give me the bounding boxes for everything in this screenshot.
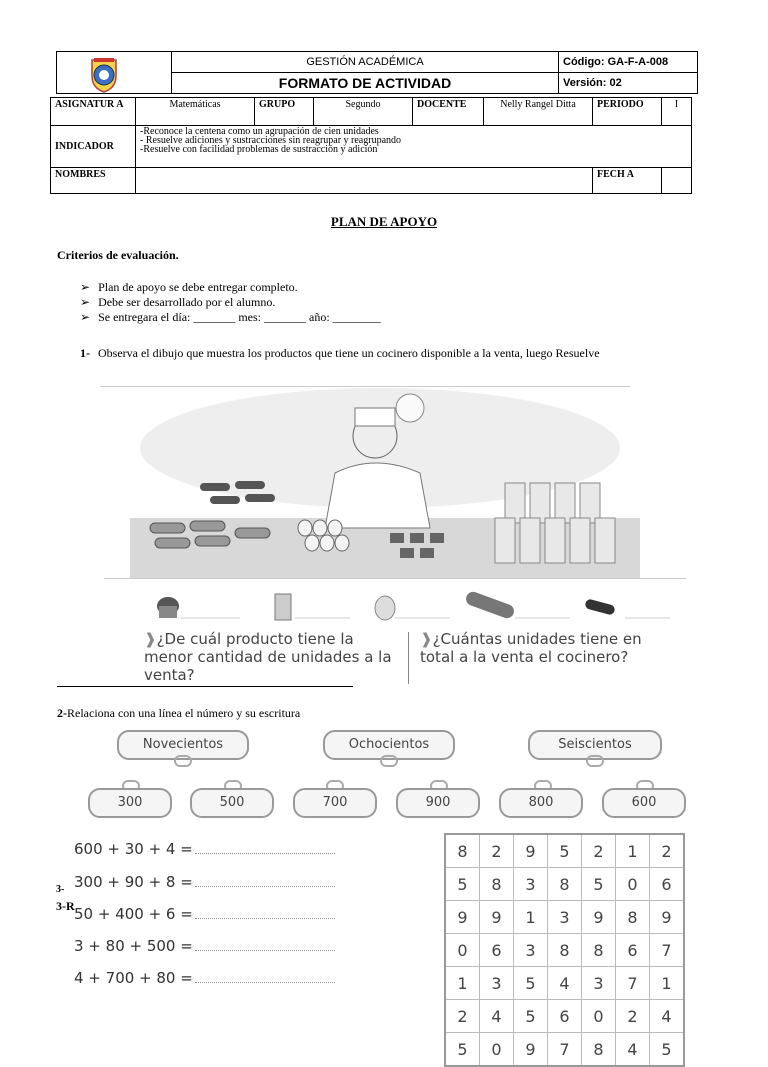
grid-cell[interactable]: 8 xyxy=(582,1033,616,1067)
number-card[interactable]: 500 xyxy=(190,788,274,818)
answer-line[interactable] xyxy=(57,686,353,687)
divider xyxy=(408,632,409,684)
grid-cell[interactable]: 6 xyxy=(616,934,650,967)
grid-cell[interactable]: 0 xyxy=(480,1033,514,1067)
question-a: ❱¿De cuál producto tiene la menor cantidad de unidades a la venta? xyxy=(144,630,392,684)
sum-row: 3 + 80 + 500 = xyxy=(74,937,335,955)
divider xyxy=(104,578,686,579)
word-card[interactable]: Novecientos xyxy=(117,730,249,760)
grid-cell[interactable]: 7 xyxy=(616,967,650,1000)
number-card[interactable]: 700 xyxy=(293,788,377,818)
grid-cell[interactable]: 7 xyxy=(548,1033,582,1067)
divider xyxy=(100,386,630,387)
list-item: ➢ Plan de apoyo se debe entregar completo. xyxy=(80,280,381,295)
grupo-label: GRUPO xyxy=(255,98,314,126)
grid-cell[interactable]: 9 xyxy=(582,901,616,934)
grid-cell[interactable]: 6 xyxy=(480,934,514,967)
question-2: 2-Relaciona con una línea el número y su escritura xyxy=(57,706,301,720)
products-row xyxy=(150,588,670,624)
grid-cell[interactable]: 3 xyxy=(514,868,548,901)
periodo-value: I xyxy=(662,98,692,126)
grid-cell[interactable]: 8 xyxy=(480,868,514,901)
grid-cell[interactable]: 8 xyxy=(548,934,582,967)
sum-row: 300 + 90 + 8 = xyxy=(74,873,335,891)
indicador-label: INDICADOR xyxy=(51,126,136,168)
grid-cell[interactable]: 3 xyxy=(582,967,616,1000)
grid-cell[interactable]: 8 xyxy=(582,934,616,967)
grid-cell[interactable]: 1 xyxy=(514,901,548,934)
grid-cell[interactable]: 0 xyxy=(445,934,480,967)
number-card[interactable]: 900 xyxy=(396,788,480,818)
grid-cell[interactable]: 1 xyxy=(616,834,650,868)
gestion-label: GESTIÓN ACADÉMICA xyxy=(172,52,559,73)
number-card[interactable]: 600 xyxy=(602,788,686,818)
grid-cell[interactable]: 8 xyxy=(445,834,480,868)
number-card[interactable]: 300 xyxy=(88,788,172,818)
criterios-title: Criterios de evaluación. xyxy=(57,248,179,262)
codigo-label: Código: GA-F-A-008 xyxy=(559,52,698,73)
cook-illustration xyxy=(130,388,640,578)
indicador-text: -Reconoce la centena como un agrupación de cien unidades - Resuelve adiciones y sustracciones sin reagrupar y reagrupando -Resuelve con facilidad problemas de sustracción y adición xyxy=(136,126,692,168)
grid-cell[interactable]: 2 xyxy=(582,834,616,868)
question-b: ❱¿Cuántas unidades tiene en total a la venta el cocinero? xyxy=(420,630,642,666)
grid-cell[interactable]: 9 xyxy=(650,901,685,934)
grid-cell[interactable]: 4 xyxy=(480,1000,514,1033)
info-table xyxy=(50,97,692,194)
question-3-label: 3- xyxy=(56,884,65,895)
grid-cell[interactable]: 2 xyxy=(480,834,514,868)
criterios-list xyxy=(80,280,381,325)
nombres-field[interactable] xyxy=(136,168,593,194)
grid-cell[interactable]: 3 xyxy=(480,967,514,1000)
grid-cell[interactable]: 0 xyxy=(582,1000,616,1033)
number-card[interactable]: 800 xyxy=(499,788,583,818)
list-item: ➢ Debe ser desarrollado por el alumno. xyxy=(80,295,381,310)
grid-cell[interactable]: 5 xyxy=(548,834,582,868)
sum-row: 50 + 400 + 6 = xyxy=(74,905,335,923)
list-item: ➢ Se entregara el día: _______ mes: _______ año: ________ xyxy=(80,310,381,325)
grid-cell[interactable]: 5 xyxy=(445,1033,480,1067)
grid-cell[interactable]: 3 xyxy=(514,934,548,967)
grid-cell[interactable]: 5 xyxy=(514,1000,548,1033)
sum-row: 600 + 30 + 4 = xyxy=(74,840,335,858)
grid-cell[interactable]: 5 xyxy=(582,868,616,901)
grid-cell[interactable]: 5 xyxy=(445,868,480,901)
grid-cell[interactable]: 2 xyxy=(616,1000,650,1033)
grid-cell[interactable]: 2 xyxy=(445,1000,480,1033)
grid-cell[interactable]: 8 xyxy=(548,868,582,901)
grid-cell[interactable]: 4 xyxy=(548,967,582,1000)
hook-icon xyxy=(380,755,398,767)
grid-cell[interactable]: 6 xyxy=(548,1000,582,1033)
grid-cell[interactable]: 0 xyxy=(616,868,650,901)
grid-cell[interactable]: 3 xyxy=(548,901,582,934)
grid-cell[interactable]: 7 xyxy=(650,934,685,967)
word-card[interactable]: Ochocientos xyxy=(323,730,455,760)
header-table xyxy=(56,51,698,94)
asignatura-value: Matemáticas xyxy=(136,98,255,126)
docente-value: Nelly Rangel Ditta xyxy=(484,98,593,126)
fecha-label: FECH A xyxy=(593,168,662,194)
grid-cell[interactable]: 9 xyxy=(514,834,548,868)
grid-cell[interactable]: 9 xyxy=(445,901,480,934)
grid-cell[interactable]: 9 xyxy=(480,901,514,934)
asignatura-label: ASIGNATUR A xyxy=(51,98,136,126)
fecha-field[interactable] xyxy=(662,168,692,194)
grid-cell[interactable]: 1 xyxy=(445,967,480,1000)
number-grid xyxy=(444,833,685,1067)
grid-cell[interactable]: 4 xyxy=(650,1000,685,1033)
hook-icon xyxy=(586,755,604,767)
page-title: PLAN DE APOYO xyxy=(330,214,438,229)
grid-cell[interactable]: 5 xyxy=(514,967,548,1000)
grid-cell[interactable]: 2 xyxy=(650,834,685,868)
sum-row: 4 + 700 + 80 = xyxy=(74,969,335,987)
grid-cell[interactable]: 9 xyxy=(514,1033,548,1067)
version-label: Versión: 02 xyxy=(559,73,698,94)
periodo-label: PERIODO xyxy=(593,98,662,126)
grid-cell[interactable]: 4 xyxy=(616,1033,650,1067)
grupo-value: Segundo xyxy=(314,98,413,126)
grid-cell[interactable]: 5 xyxy=(650,1033,685,1067)
question-3-label-b: 3-R xyxy=(56,899,75,913)
grid-cell[interactable]: 6 xyxy=(650,868,685,901)
grid-cell[interactable]: 1 xyxy=(650,967,685,1000)
hook-icon xyxy=(174,755,192,767)
formato-label: FORMATO DE ACTIVIDAD xyxy=(172,73,559,94)
docente-label: DOCENTE xyxy=(413,98,484,126)
word-card[interactable]: Seiscientos xyxy=(528,730,662,760)
nombres-label: NOMBRES xyxy=(51,168,136,194)
grid-cell[interactable]: 8 xyxy=(616,901,650,934)
question-1: 1- Observa el dibujo que muestra los productos que tiene un cocinero disponible a la venta, luego Resuelve xyxy=(80,346,600,360)
